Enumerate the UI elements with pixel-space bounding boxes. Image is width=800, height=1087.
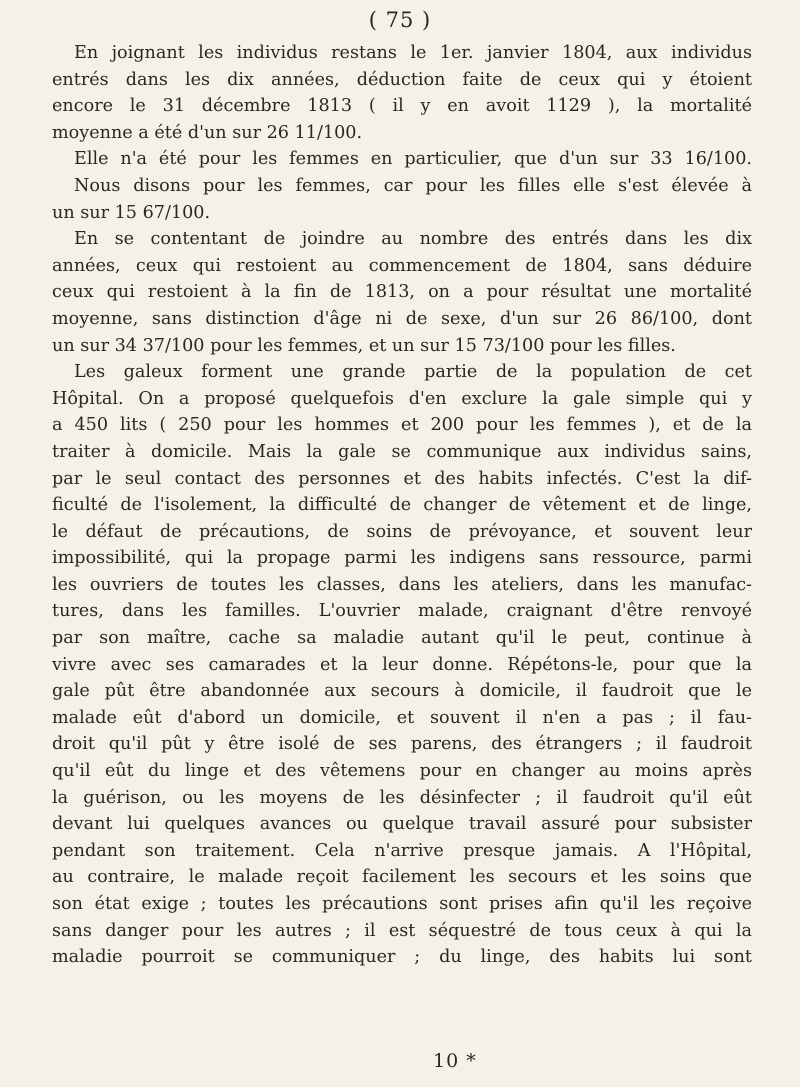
text-line: encore le 31 décembre 1813 ( il y en avoit 1129 ), la mortalité [52,96,752,117]
text-line: par le seul contact des personnes et des habits infectés. C'est la dif- [52,468,752,489]
text-line: vivre avec ses camarades et la leur donne. Répétons-le, pour que la [52,654,752,675]
text-line: un sur 34 37/100 pour les femmes, et un sur 15 73/100 pour les filles. [52,335,676,356]
text-line: En se contentant de joindre au nombre des entrés dans les dix [74,229,752,250]
text-line: gale pût être abandonnée aux secours à domicile, il faudroit que le [52,681,752,702]
text-line: entrés dans les dix années, déduction faite de ceux qui y étoient [52,69,752,90]
text-line: Hôpital. On a proposé quelquefois d'en exclure la gale simple qui y [52,388,752,409]
text-line: par son maître, cache sa maladie autant qu'il le peut, continue à [52,628,752,649]
text-line: un sur 15 67/100. [52,202,211,223]
text-line: devant lui quelques avances ou quelque travail assuré pour subsister [52,814,752,835]
text-line: la guérison, ou les moyens de les désinfecter ; il faudroit qu'il eût [52,787,752,808]
text-line: maladie pourroit se communiquer ; du linge, des habits lui sont [52,947,752,968]
text-line: moyenne, sans distinction d'âge ni de sexe, d'un sur 26 86/100, dont [52,308,752,329]
text-line: qu'il eût du linge et des vêtemens pour en changer au moins après [52,761,752,782]
text-line: ceux qui restoient à la fin de 1813, on a pour résultat une mortalité [52,282,752,303]
signature-mark: 10 * [433,1050,477,1072]
text-line: impossibilité, qui la propage parmi les indigens sans ressource, parmi [52,548,752,569]
text-line: droit qu'il pût y être isolé de ses parens, des étrangers ; il faudroit [52,734,752,755]
text-line: ficulté de l'isolement, la difficulté de changer de vêtement et de linge, [52,495,752,516]
text-line: Elle n'a été pour les femmes en particulier, que d'un sur 33 16/100. [74,149,752,170]
text-line: traiter à domicile. Mais la gale se communique aux individus sains, [52,441,752,462]
text-line: malade eût d'abord un domicile, et souvent il n'en a pas ; il fau- [52,707,752,728]
page-number: ( 75 ) [368,8,432,32]
text-line: Nous disons pour les femmes, car pour les filles elle s'est élevée à [74,175,752,196]
text-line: sans danger pour les autres ; il est séquestré de tous ceux à qui la [52,920,752,941]
text-line: le défaut de précautions, de soins de prévoyance, et souvent leur [52,521,752,542]
text-line: moyenne a été d'un sur 26 11/100. [52,122,363,143]
text-line: tures, dans les familles. L'ouvrier malade, craignant d'être renvoyé [52,601,752,622]
text-line: a 450 lits ( 250 pour les hommes et 200 pour les femmes ), et de la [52,415,752,436]
text-line: Les galeux forment une grande partie de la population de cet [74,362,752,383]
text-line: son état exige ; toutes les précautions sont prises afin qu'il les reçoive [52,894,752,914]
text-line: années, ceux qui restoient au commencement de 1804, sans déduire [52,255,752,276]
text-line: En joignant les individus restans le 1er. janvier 1804, aux individus [74,43,752,63]
body-text [52,40,752,971]
text-line: les ouvriers de toutes les classes, dans les ateliers, dans les manufac- [52,574,752,595]
text-line: pendant son traitement. Cela n'arrive presque jamais. A l'Hôpital, [52,840,752,861]
text-line: au contraire, le malade reçoit facilement les secours et les soins que [52,867,752,888]
